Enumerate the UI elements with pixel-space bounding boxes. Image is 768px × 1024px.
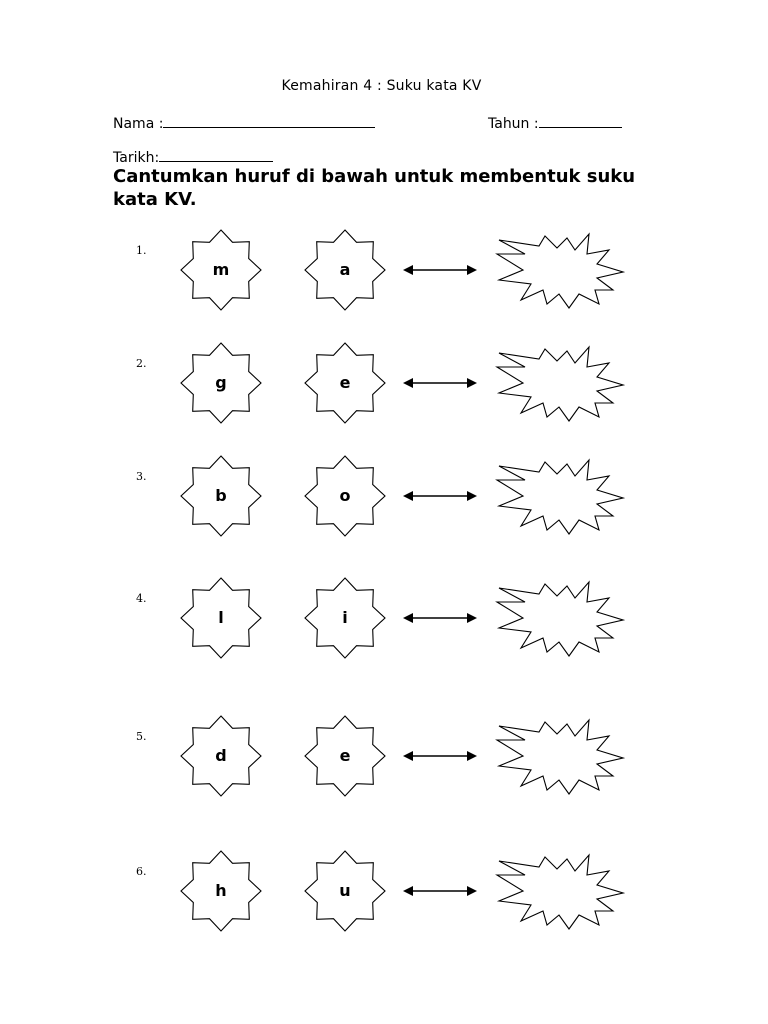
starburst-icon[interactable] xyxy=(495,853,625,931)
consonant-star-letter: b xyxy=(215,486,227,505)
name-label: Nama : xyxy=(113,116,164,132)
consonant-star xyxy=(179,454,263,538)
consonant-star-letter: l xyxy=(218,608,224,627)
double-arrow-icon xyxy=(403,376,477,390)
exercise-number: 1. xyxy=(136,244,147,257)
consonant-star xyxy=(179,576,263,660)
double-arrow-icon xyxy=(403,263,477,277)
double-arrow-icon xyxy=(403,489,477,503)
starburst-icon[interactable] xyxy=(495,580,625,658)
exercise-number: 2. xyxy=(136,357,147,370)
double-arrow-icon xyxy=(403,749,477,763)
date-label: Tarikh: xyxy=(113,150,160,166)
starburst-icon[interactable] xyxy=(495,458,625,536)
consonant-star-letter: m xyxy=(212,260,230,279)
vowel-star-letter: i xyxy=(342,608,348,627)
double-arrow-icon xyxy=(403,884,477,898)
vowel-star xyxy=(303,454,387,538)
vowel-star-letter: u xyxy=(339,881,351,900)
vowel-star-letter: e xyxy=(339,373,351,392)
starburst-icon[interactable] xyxy=(495,345,625,423)
exercise-number: 6. xyxy=(136,865,147,878)
vowel-star-letter: e xyxy=(339,746,351,765)
consonant-star-letter: d xyxy=(215,746,227,765)
consonant-star xyxy=(179,714,263,798)
vowel-star xyxy=(303,576,387,660)
consonant-star-letter: h xyxy=(215,881,227,900)
page-title: Kemahiran 4 : Suku kata KV xyxy=(281,78,482,94)
double-arrow-icon xyxy=(403,611,477,625)
consonant-star xyxy=(179,228,263,312)
exercise-number: 3. xyxy=(136,470,147,483)
vowel-star xyxy=(303,714,387,798)
exercise-number: 5. xyxy=(136,730,147,743)
exercise-number: 4. xyxy=(136,592,147,605)
consonant-star xyxy=(179,341,263,425)
vowel-star xyxy=(303,341,387,425)
year-label: Tahun : xyxy=(488,116,539,132)
instruction-text: Cantumkan huruf di bawah untuk membentuk suku kata KV. xyxy=(113,166,636,210)
vowel-star xyxy=(303,228,387,312)
vowel-star-letter: a xyxy=(339,260,351,279)
starburst-icon[interactable] xyxy=(495,232,625,310)
starburst-icon[interactable] xyxy=(495,718,625,796)
vowel-star-letter: o xyxy=(339,486,351,505)
consonant-star xyxy=(179,849,263,933)
vowel-star xyxy=(303,849,387,933)
consonant-star-letter: g xyxy=(215,373,227,392)
